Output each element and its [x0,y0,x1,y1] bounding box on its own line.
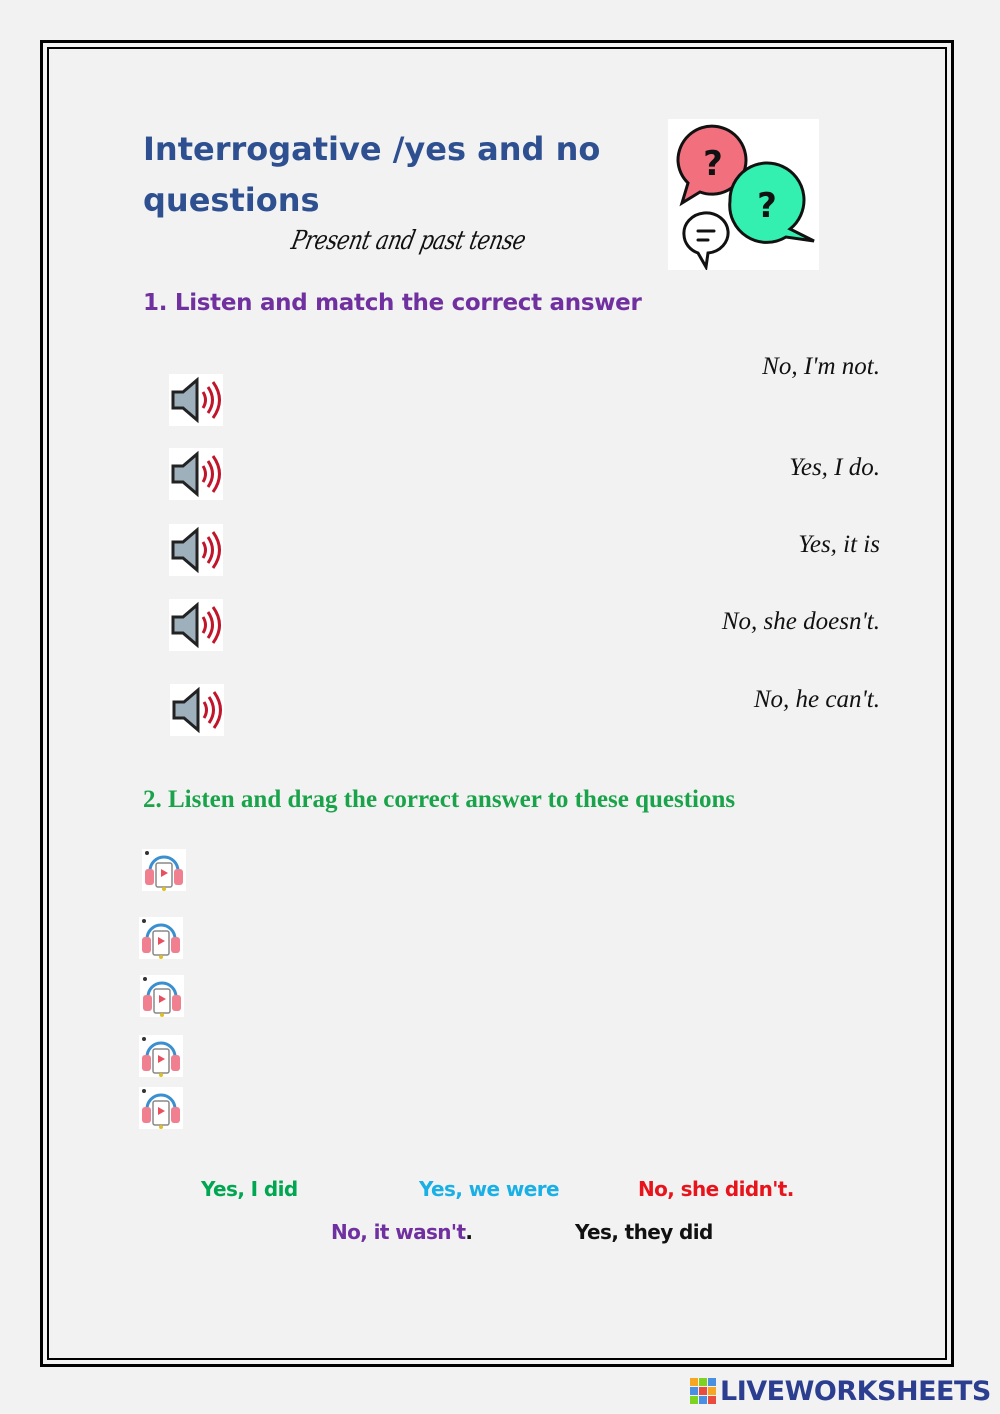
audio-player-icon[interactable] [142,849,186,891]
title-line-1: Interrogative /yes and no [143,130,601,168]
audio-player-icon[interactable] [139,917,183,959]
answer-option-period: . [465,1220,473,1244]
page-subtitle: Present and past tense [288,225,529,255]
answer-option[interactable]: Yes, they did [575,1220,713,1244]
logo-text: LIVEWORKSHEETS [720,1375,991,1407]
answer-option[interactable]: No, she didn't. [638,1177,794,1201]
speaker-icon[interactable] [169,524,223,576]
match-answer[interactable]: Yes, it is [798,531,880,558]
answer-option-text: No, it wasn't [331,1220,466,1244]
match-answer[interactable]: No, he can't. [753,686,880,713]
answer-option[interactable]: Yes, we were [419,1177,559,1201]
answer-option[interactable]: Yes, I did [201,1177,298,1201]
match-answer[interactable]: Yes, I do. [789,454,880,481]
match-answer[interactable]: No, she doesn't. [721,608,880,635]
section-2-heading: 2. Listen and drag the correct answer to these questions [143,786,736,813]
svg-text:?: ? [703,144,723,184]
section-1-heading: 1. Listen and match the correct answer [143,290,642,316]
speaker-icon[interactable] [169,599,223,651]
speaker-icon[interactable] [169,448,223,500]
speaker-icon[interactable] [169,374,223,426]
page-title [143,124,643,226]
audio-player-icon[interactable] [139,1035,183,1077]
logo-grid-icon [690,1378,716,1404]
match-answer[interactable]: No, I'm not. [762,353,880,380]
speaker-icon[interactable] [170,684,224,736]
liveworksheets-logo[interactable] [690,1376,991,1406]
svg-text:?: ? [757,186,777,226]
audio-player-icon[interactable] [139,1087,183,1129]
answer-option[interactable] [331,1220,472,1244]
audio-player-icon[interactable] [140,975,184,1017]
question-bubbles-icon [668,119,819,270]
title-line-2: questions [143,181,320,219]
